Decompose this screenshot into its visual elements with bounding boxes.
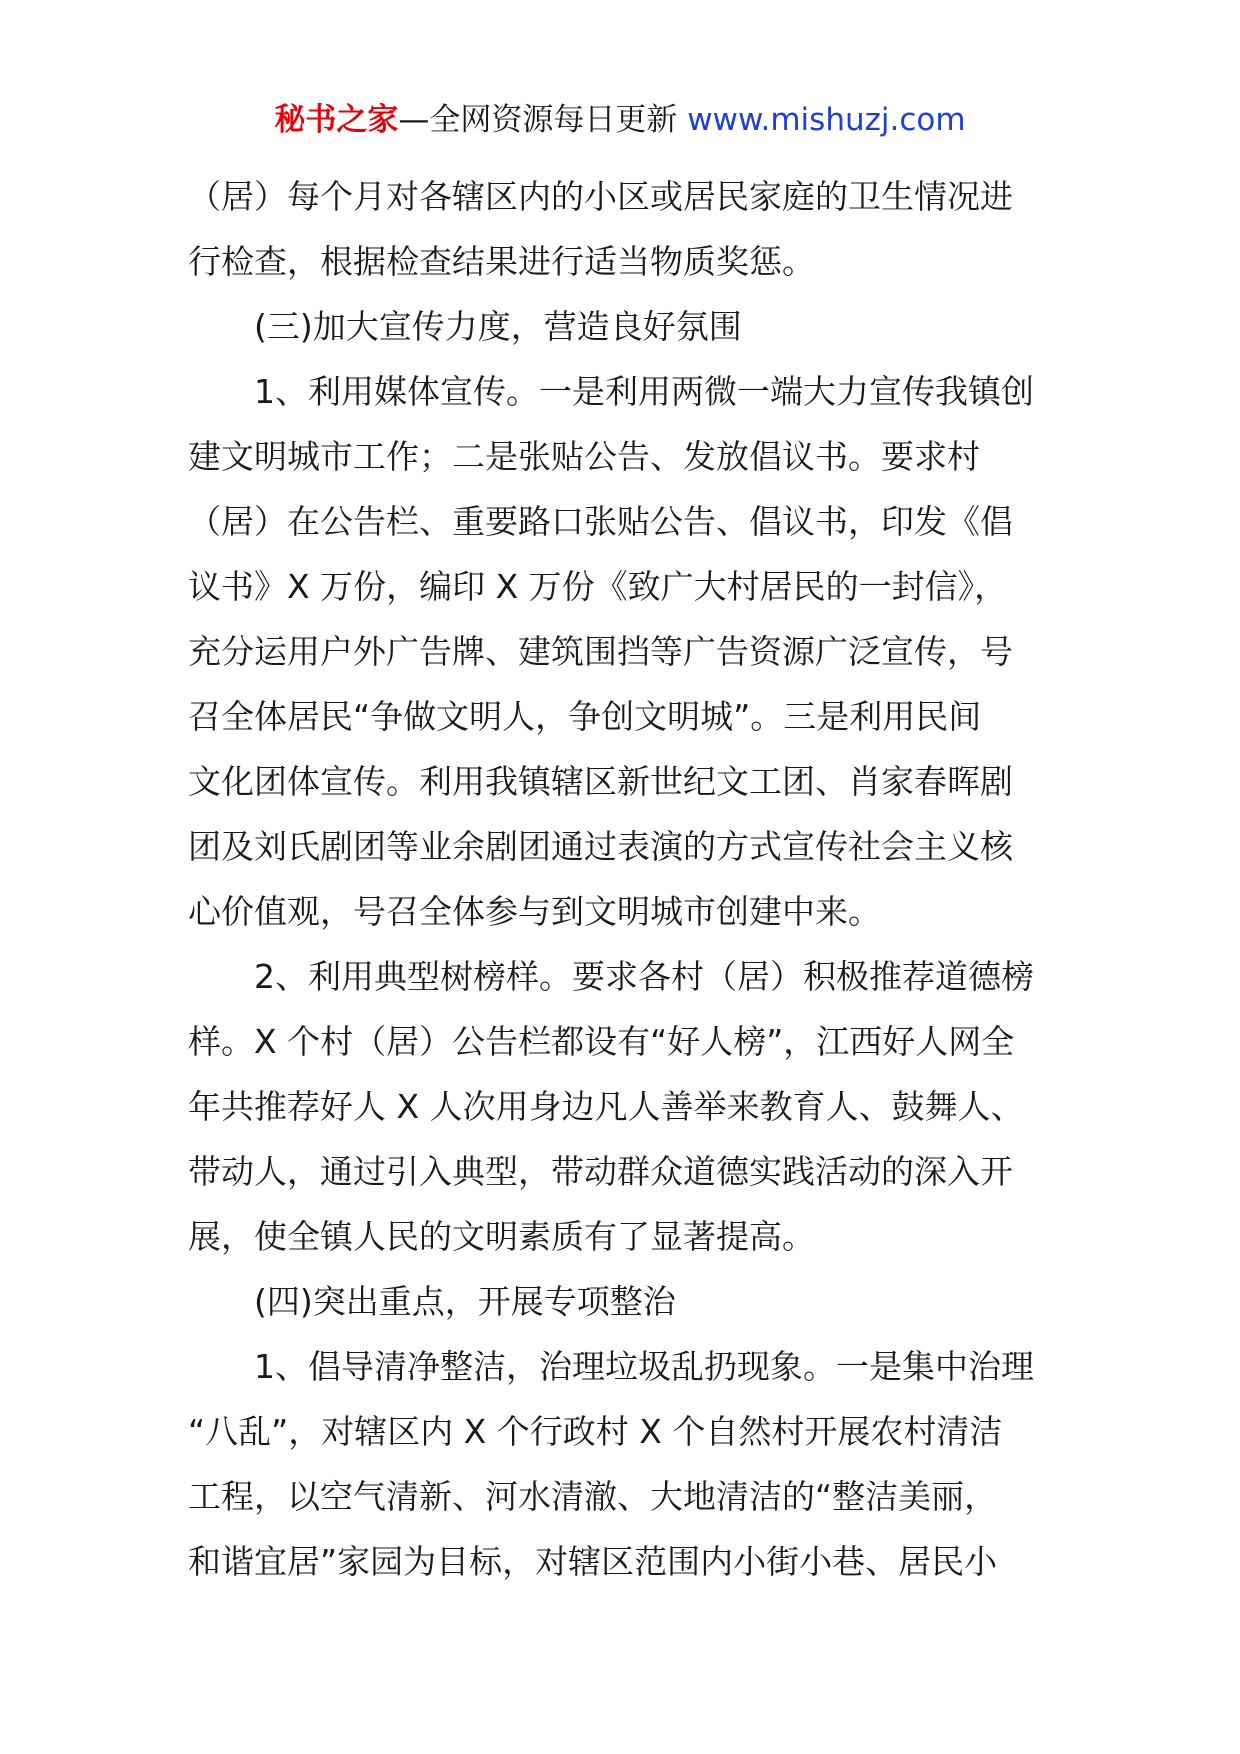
- text-line: 工程，以空气清新、河水清澈、大地清洁的“整洁美丽，: [188, 1477, 998, 1516]
- text-line: 年共推荐好人 X 人次用身边凡人善举来教育人、鼓舞人、: [188, 1087, 1024, 1126]
- text-line: （居）在公告栏、重要路口张贴公告、倡议书，印发《倡: [188, 502, 1013, 541]
- text-line: 和谐宜居”家园为目标，对辖区范围内小街小巷、居民小: [188, 1542, 998, 1581]
- text-line: 展，使全镇人民的文明素质有了显著提高。: [188, 1217, 815, 1256]
- text-line: (四)突出重点，开展专项整治: [254, 1282, 676, 1321]
- text-line: 2、利用典型树榜样。要求各村（居）积极推荐道德榜: [254, 957, 1034, 996]
- header-brand: 秘书之家: [274, 102, 399, 138]
- text-line: 1、利用媒体宣传。一是利用两微一端大力宣传我镇创: [254, 372, 1034, 411]
- text-line: 建文明城市工作；二是张贴公告、发放倡议书。要求村: [188, 437, 980, 476]
- text-line: 充分运用户外广告牌、建筑围挡等广告资源广泛宣传，号: [188, 632, 1013, 671]
- header-tagline: —全网资源每日更新: [398, 102, 678, 138]
- text-line: 样。X 个村（居）公告栏都设有“好人榜”，江西好人网全: [188, 1022, 1015, 1061]
- text-line: “八乱”，对辖区内 X 个行政村 X 个自然村开展农村清洁: [188, 1412, 1003, 1451]
- text-line: 文化团体宣传。利用我镇辖区新世纪文工团、肖家春晖剧: [188, 762, 1013, 801]
- text-line: 1、倡导清净整洁，治理垃圾乱扔现象。一是集中治理: [254, 1347, 1034, 1386]
- site-header: [0, 100, 1240, 140]
- text-line: 心价值观，号召全体参与到文明城市创建中来。: [188, 892, 881, 931]
- text-line: 行检查，根据检查结果进行适当物质奖惩。: [188, 242, 815, 281]
- text-line: 团及刘氏剧团等业余剧团通过表演的方式宣传社会主义核: [188, 827, 1013, 866]
- text-line: （居）每个月对各辖区内的小区或居民家庭的卫生情况进: [188, 177, 1013, 216]
- text-line: 带动人，通过引入典型，带动群众道德实践活动的深入开: [188, 1152, 1013, 1191]
- document-body: [188, 164, 1058, 1594]
- text-line: 议书》X 万份，编印 X 万份《致广大村居民的一封信》，: [188, 567, 1008, 606]
- text-line: (三)加大宣传力度，营造良好氛围: [254, 307, 742, 346]
- header-url-link[interactable]: www.mishuzj.com: [687, 102, 966, 138]
- text-line: 召全体居民“争做文明人，争创文明城”。三是利用民间: [188, 697, 982, 736]
